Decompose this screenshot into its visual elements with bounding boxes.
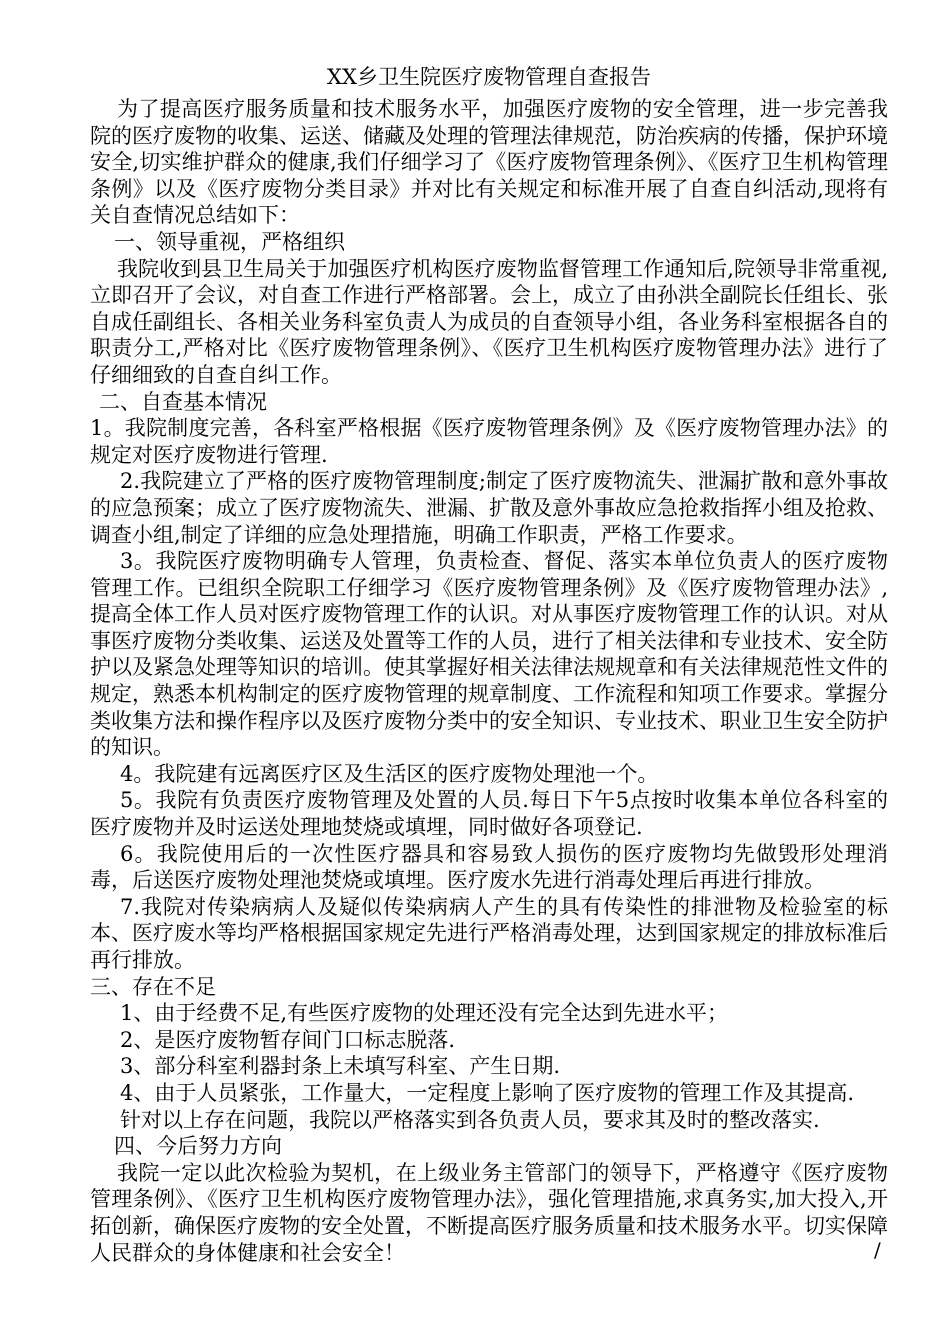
list-item: 3。我院医疗废物明确专人管理，负责检查、督促、落实本单位负责人的医疗废物管理工作。已组织全院职工仔细学习《医疗废物管理条例》及《医疗废物管理办法》,提高全体工作人员对医疗废物管理工作的认识。对从事医疗废物管理工作的认识。对从事医疗废物分类收集、运送及处置等工作的人员，进行了相关法律和专业技术、安全防护以及紧急处理等知识的培训。使其掌握好相关法律法规规章和有关法律规范性文件的规定，熟悉本机构制定的医疗废物管理的规章制度、工作流程和知项工作要求。掌握分类收集方法和操作程序以及医疗废物分类中的安全知识、专业技术、职业卫生安全防护的知识。: [90, 549, 888, 760]
list-item: 1。我院制度完善，各科室严格根据《医疗废物管理条例》及《医疗废物管理办法》的规定对医疗废物进行管理.: [90, 416, 888, 467]
section-body-leadership: 我院收到县卫生局关于加强医疗机构医疗废物监督管理工作通知后,院领导非常重视,立即召开了会议，对自查工作进行严格部署。会上，成立了由孙洪全副院长任组长、张自成任副组长、各相关业务科室负责人为成员的自查领导小组，各业务科室根据各自的职责分工,严格对比《医疗废物管理条例》、《医疗卫生机构医疗废物管理办法》进行了仔细细致的自查自纠工作。: [90, 256, 888, 387]
intro-paragraph: 为了提高医疗服务质量和技术服务水平，加强医疗废物的安全管理，进一步完善我院的医疗废物的收集、运送、储藏及处理的管理法律规范，防治疾病的传播，保护环境安全,切实维护群众的健康,我们仔细学习了《医疗废物管理条例》、《医疗卫生机构管理条例》以及《医疗废物分类目录》并对比有关规定和标准开展了自查自纠活动,现将有关自查情况总结如下：: [90, 97, 888, 228]
section-heading-self-check: 二、自查基本情况: [99, 389, 267, 414]
list-item: 4。我院建有远离医疗区及生活区的医疗废物处理池一个。: [120, 761, 659, 786]
page-footer-mark: /: [874, 1238, 881, 1262]
list-item: 7.我院对传染病病人及疑似传染病病人产生的具有传染性的排泄物及检验室的标本、医疗废水等均严格根据国家规定先进行严格消毒处理，达到国家规定的排放标准后再行排放。: [90, 894, 888, 972]
section-body-future: 我院一定以此次检验为契机，在上级业务主管部门的领导下，严格遵守《医疗废物管理条例》、《医疗卫生机构医疗废物管理办法》，强化管理措施,求真务实,加大投入,开拓创新，确保医疗废物的安全处置，不断提高医疗服务质量和技术服务水平。切实保障人民群众的身体健康和社会安全！: [90, 1160, 888, 1265]
list-item: 2.我院建立了严格的医疗废物管理制度;制定了医疗废物流失、泄漏扩散和意外事故的应急预案；成立了医疗废物流失、泄漏、扩散及意外事故应急抢救指挥小组及抢救、调查小组,制定了详细的应急处理措施，明确工作职责，严格工作要求。: [90, 469, 888, 547]
document-title: XX乡卫生院医疗废物管理自查报告: [327, 65, 651, 89]
list-item: 6。我院使用后的一次性医疗器具和容易致人损伤的医疗废物均先做毁形处理消毒，后送医疗废物处理池焚烧或填埋。医疗废水先进行消毒处理后再进行排放。: [90, 841, 888, 893]
list-item: 5。我院有负责医疗废物管理及处置的人员.每日下午5点按时收集本单位各科室的医疗废物并及时运送处理地焚烧或填埋，同时做好各项登记.: [90, 788, 888, 840]
section-heading-future: 四、今后努力方向: [114, 1134, 282, 1159]
list-item: 2、是医疗废物暂存间门口标志脱落.: [120, 1027, 456, 1052]
list-item: 1、由于经费不足,有些医疗废物的处理还没有完全达到先进水平；: [120, 1001, 729, 1026]
list-item: 4、由于人员紧张，工作量大，一定程度上影响了医疗废物的管理工作及其提高.: [120, 1080, 855, 1105]
document-page: [90, 64, 888, 1266]
section-heading-shortcomings: 三、存在不足: [90, 974, 216, 999]
list-item: 3、部分科室利器封条上未填写科室、产生日期.: [120, 1054, 561, 1079]
section-heading-leadership: 一、领导重视，严格组织: [114, 229, 345, 254]
section-conclusion: 针对以上存在问题，我院以严格落实到各负责人员，要求其及时的整改落实.: [120, 1107, 820, 1132]
